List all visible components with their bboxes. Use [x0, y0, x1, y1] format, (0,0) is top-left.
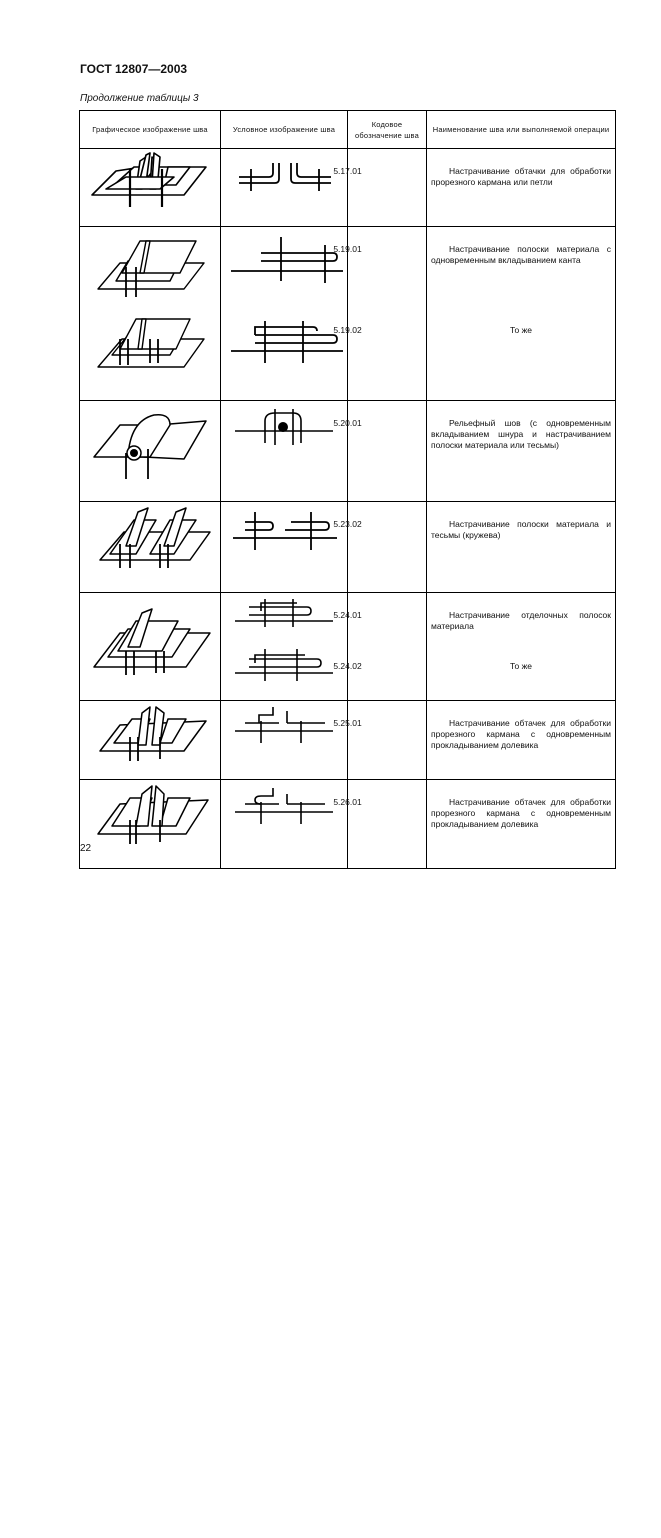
seam-code: 5.24.02 — [333, 661, 362, 671]
table-row — [80, 780, 616, 869]
seam-table — [79, 110, 616, 869]
seam-code-cell — [333, 593, 427, 701]
seam-code: 5.19.01 — [333, 244, 362, 254]
seam-code-cell — [333, 701, 427, 780]
column-header-name: Наименование шва или выполняемой операции — [427, 111, 616, 149]
seam-code: 5.24.01 — [333, 610, 362, 620]
seam-name: Настрачивание отделочных полосок материала — [431, 610, 611, 631]
seam-name: Настрачивание обтачки для обработки прорезного кармана или петли — [431, 166, 611, 187]
table-continuation-label: Продолжение таблицы 3 — [80, 93, 199, 104]
page-number: 22 — [80, 843, 92, 854]
column-header-code: Кодовое обозначение шва — [348, 111, 427, 149]
seam-code: 5.25.01 — [333, 718, 362, 728]
seam-name-cell — [427, 593, 616, 701]
seam-name-cell — [427, 227, 616, 401]
seam-name: Настрачивание обтачек для обработки прорезного кармана с одновременным прокладыванием долевика — [431, 718, 611, 750]
seam-code-cell — [333, 401, 427, 502]
seam-code-cell — [333, 227, 427, 401]
seam-code-cell — [333, 780, 427, 869]
table-row — [80, 227, 616, 401]
table-row — [80, 593, 616, 701]
standard-title: ГОСТ 12807—2003 — [80, 62, 188, 76]
column-header-symbol: Условное изображение шва — [221, 111, 348, 149]
seam-name-same: То же — [509, 661, 533, 671]
table-header-row — [80, 111, 616, 149]
column-header-graphic: Графическое изображение шва — [80, 111, 221, 149]
table-row — [80, 149, 616, 227]
seam-code-cell — [333, 149, 427, 227]
seam-code-cell — [333, 502, 427, 593]
seam-code: 5.19.02 — [333, 325, 362, 335]
table-row — [80, 701, 616, 780]
table-row — [80, 401, 616, 502]
seam-name-same: То же — [509, 325, 533, 335]
seam-code: 5.26.01 — [333, 797, 362, 807]
seam-name: Настрачивание обтачек для обработки прорезного кармана с одновременным прокладыванием долевика — [431, 797, 611, 829]
seam-code: 5.20.01 — [333, 418, 362, 428]
table-row — [80, 502, 616, 593]
seam-name: Настрачивание полоски материала и тесьмы (кружева) — [431, 519, 611, 540]
seam-name: Настрачивание полоски материала с одновременным вкладыванием канта — [431, 244, 611, 265]
seam-code: 5.23.02 — [333, 519, 362, 529]
seam-code: 5.17.01 — [333, 166, 362, 176]
seam-name: Рельефный шов (с одновременным вкладыванием шнура и настрачиванием полоски материала или тесьмы) — [431, 418, 611, 450]
